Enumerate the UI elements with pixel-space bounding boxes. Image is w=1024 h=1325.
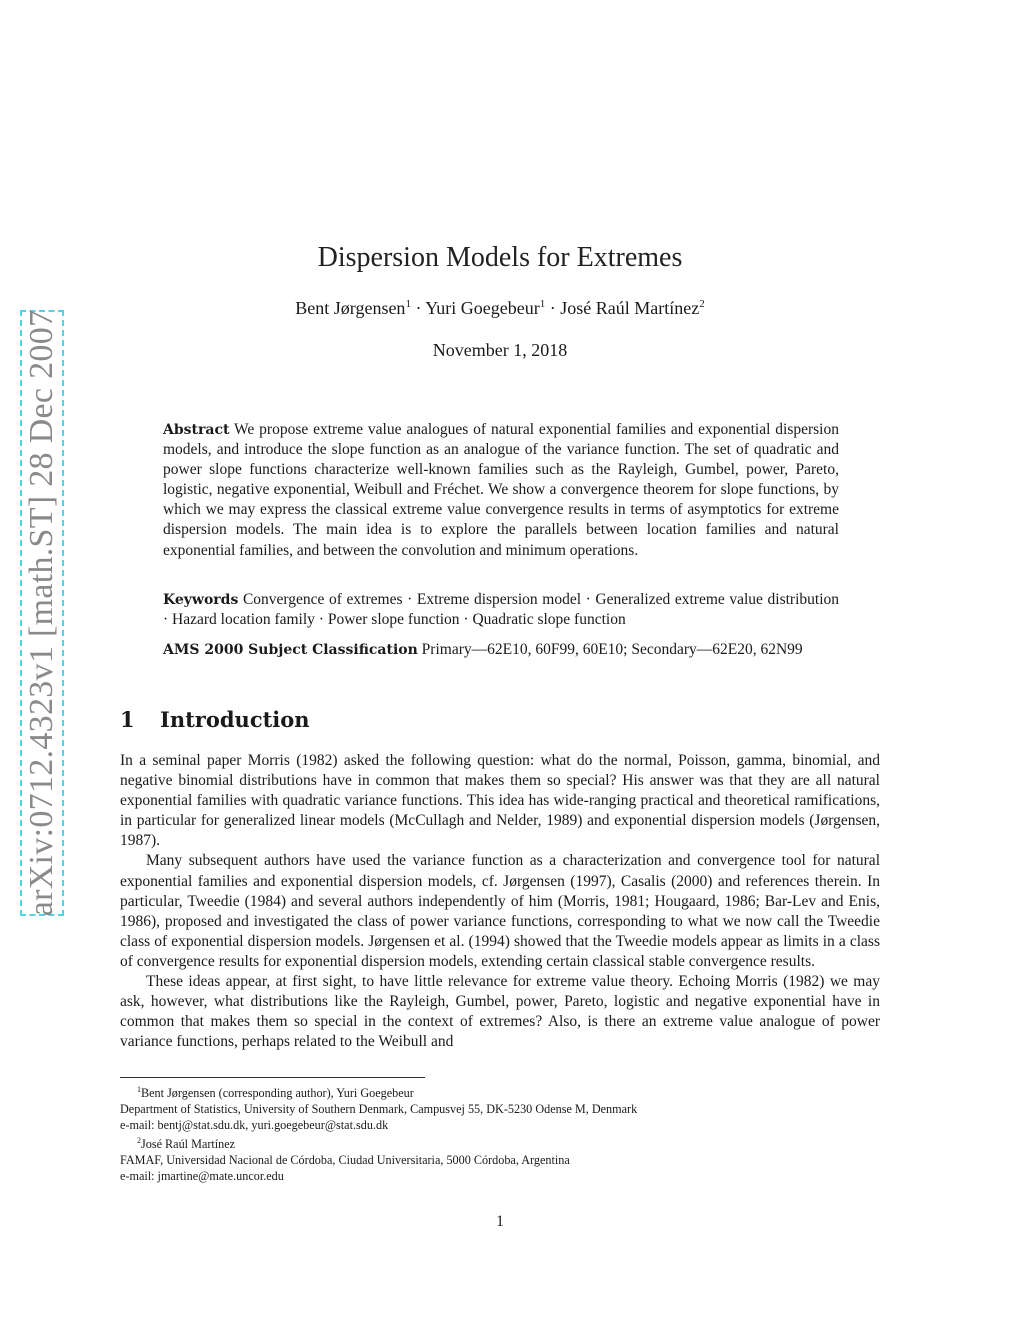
- footnote-1-authors: Bent Jørgensen (corresponding author), Yuri Goegebeur: [141, 1086, 414, 1101]
- author-separator: ·: [549, 298, 556, 318]
- footnote-2-email: e-mail: jmartine@mate.uncor.edu: [120, 1169, 284, 1184]
- footnote-2-affiliation: FAMAF, Universidad Nacional de Córdoba, Ciudad Universitaria, 5000 Córdoba, Argentina: [120, 1153, 570, 1168]
- footnote-1-email: e-mail: bentj@stat.sdu.dk, yuri.goegebeur@stat.sdu.dk: [120, 1118, 389, 1133]
- keywords-text: Convergence of extremes · Extreme dispersion model · Generalized extreme value distribution · Hazard location family · Power slope function · Quadratic slope function: [163, 591, 840, 629]
- section-heading: [120, 707, 310, 732]
- keywords-label: Keywords: [163, 592, 239, 608]
- paragraph: Many subsequent authors have used the variance function as a characterization and convergence tool for natural exponential families and exponential dispersion models, cf. Jørgensen (1997), Casalis (2000) and references therein. In particular, Tweedie (1984) and several authors independently of him (Morris, 1981; Hougaard, 1986; Bar-Lev and Enis, 1986), proposed and investigated the class of power variance functions, corresponding to what we now call the Tweedie class of exponential dispersion models. Jørgensen et al. (1994) showed that the Tweedie models appear as limits in a class of convergence results for exponential dispersion models, extending certain classical stable convergence results.: [120, 852, 880, 970]
- author-list: [0, 298, 1000, 319]
- abstract-label: Abstract: [163, 422, 230, 438]
- ams-classification: [163, 640, 839, 660]
- footnote-mark: 2: [137, 1136, 141, 1146]
- paragraph: These ideas appear, at first sight, to have little relevance for extreme value theory. Echoing Morris (1982) we may ask, however, what distributions like the Rayleigh, Gumbel, power, Pareto, logistic and negative exponential have in common that makes them so special in the context of extremes? Also, is there an extreme value analogue of power variance functions, perhaps related to the Weibull and: [120, 973, 880, 1051]
- footnote-1-affiliation: Department of Statistics, University of Southern Denmark, Campusvej 55, DK-5230 Odense M, Denmark: [120, 1102, 638, 1117]
- paper-title: Dispersion Models for Extremes: [317, 242, 683, 273]
- page-number: 1: [496, 1213, 504, 1230]
- author-name: Bent Jørgensen: [295, 298, 406, 318]
- abstract: [163, 420, 839, 561]
- author-name: Yuri Goegebeur: [425, 298, 540, 318]
- footnote-1-head: [120, 1082, 880, 1101]
- paper-date: November 1, 2018: [432, 340, 568, 360]
- footnote-2-head: [120, 1133, 880, 1152]
- ams-text: Primary—62E10, 60F99, 60E10; Secondary—62E20, 62N99: [421, 641, 803, 658]
- body-text: [120, 751, 880, 1052]
- abstract-text: We propose extreme value analogues of natural exponential families and exponential dispersion models, and introduce the slope function as an analogue of the variance function. The set of quadratic and power slope functions characterize well-known families such as the Rayleigh, Gumbel, power, Pareto, logistic, negative exponential, Weibull and Fréchet. We show a convergence theorem for slope functions, by which we may express the classical extreme value convergence results in terms of asymptotics for extreme dispersion models. The main idea is to explore the parallels between location families and natural exponential families, and between the convolution and minimum operations.: [163, 421, 839, 559]
- footnotes: [120, 1082, 880, 1184]
- footnote-rule: [120, 1077, 425, 1078]
- author-affiliation-mark: 1: [539, 298, 546, 310]
- author-affiliation-mark: 2: [699, 298, 705, 310]
- section-title: Introduction: [160, 707, 310, 732]
- footnote-2-authors: José Raúl Martínez: [141, 1137, 236, 1152]
- keywords: [163, 590, 839, 630]
- footnote-mark: 1: [137, 1085, 141, 1094]
- paragraph: In a seminal paper Morris (1982) asked the following question: what do the normal, Poisson, gamma, binomial, and negative binomial distributions have in common that makes them so special? His answer was that they are all natural exponential families with quadratic variance functions. This idea has wide-ranging practical and theoretical ramifications, in particular for generalized linear models (McCullagh and Nelder, 1989) and exponential dispersion models (Jørgensen, 1987).: [120, 752, 880, 850]
- ams-label: AMS 2000 Subject Classification: [163, 642, 418, 658]
- author-separator: ·: [415, 298, 422, 318]
- author-name: José Raúl Martínez: [560, 298, 700, 318]
- author-affiliation-mark: 1: [405, 298, 411, 310]
- section-number: 1: [120, 707, 135, 732]
- arxiv-stamp: arXiv:0712.4323v1 [math.ST] 28 Dec 2007: [23, 309, 60, 917]
